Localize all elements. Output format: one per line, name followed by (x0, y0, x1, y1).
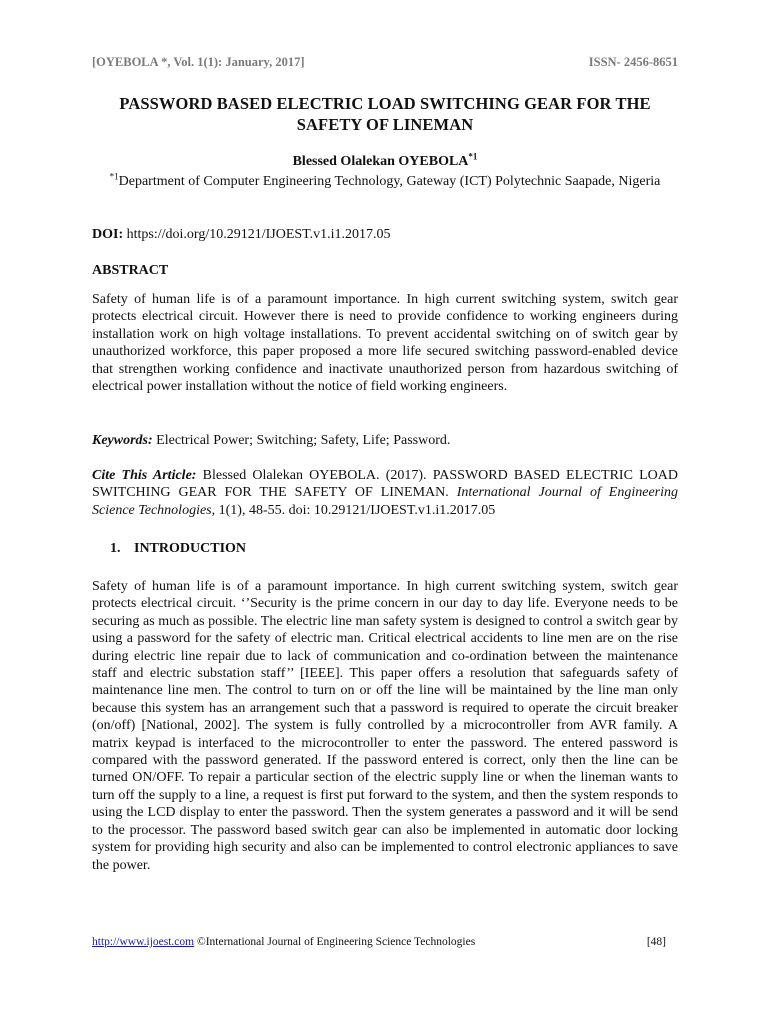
author-affiliation (92, 172, 678, 191)
cite-label: Cite This Article: (92, 468, 197, 483)
cite-journal: International Journal of Engineering Science Technologies (92, 485, 679, 518)
introduction-heading (110, 541, 246, 557)
journal-website-link[interactable]: http://www.ijoest.com (92, 936, 195, 948)
footer-credit (92, 936, 475, 948)
page-footer (92, 936, 666, 948)
doi-label: DOI: (92, 227, 124, 242)
cite-this-article (92, 467, 678, 519)
author-name: Blessed Olalekan OYEBOLA (292, 154, 469, 169)
doi-line (92, 227, 391, 243)
page-number: [48] (646, 936, 666, 948)
section-number: 1. (110, 541, 121, 556)
title-line-2: SAFETY OF LINEMAN (296, 115, 474, 134)
keywords-label: Keywords: (92, 433, 153, 448)
keywords (92, 432, 678, 449)
running-header (92, 55, 678, 70)
cite-text: Blessed Olalekan OYEBOLA. (2017). PASSWORD BASED ELECTRIC LOAD SWITCHING GEAR FOR THE SAFETY OF LINEMAN. (92, 468, 678, 501)
affiliation-text: Department of Computer Engineering Technology, Gateway (ICT) Polytechnic Saapade, Nigeria (118, 174, 661, 189)
header-citation: [OYEBOLA *, Vol. 1(1): January, 2017] (92, 55, 305, 69)
keywords-text: Electrical Power; Switching; Safety, Life; Password. (156, 433, 451, 448)
affiliation-superscript: *1 (109, 171, 119, 182)
section-title: INTRODUCTION (134, 541, 247, 556)
doi-link[interactable]: https://doi.org/10.29121/IJOEST.v1.i1.2017.05 (126, 227, 391, 242)
introduction-text: Safety of human life is of a paramount importance. In high current switching system, switch gear protects electrical circuit. ‘’Security is the prime concern in our day to day life. Everyone needs to be securing as much as possible. The electric line man safety system is designed to control a switch gear by using a password for the safety of electric man. Critical electrical accidents to line men are on the rise during electric line repair due to lack of communication and co-ordination between the maintenance staff and electric substation staff’’ [IEEE]. This paper offers a resolution that safeguards safety of maintenance line men. The control to turn on or off the line will be maintained by the line man only because this system has an arrangement such that a password is required to operate the circuit breaker (on/off) [National, 2002]. The system is fully controlled by a microcontroller from AVR family. A matrix keypad is interfaced to the microcontroller to enter the password. The entered password is compared with the password generated. If the password entered is correct, only then the line can be turned ON/OFF. To repair a particular section of the electric supply line or when the lineman wants to turn off the supply to a line, a request is first put forward to the system, and then the system responds to using the LCD display to enter the password. Then the system generates a password and it will be send to the processor. The password based switch gear can also be implemented in automatic door locking system for providing high security and also can be implemented to control electronic appliances to save the power. (92, 579, 678, 873)
author-line (92, 153, 678, 171)
abstract-text: Safety of human life is of a paramount importance. In high current switching system, switch gear protects electrical circuit. However there is need to provide confidence to working engineers during installation work on high voltage installations. To prevent accidental switching on of switch gear by unauthorized workforce, this paper proposed a more life secured switching password-enabled device that strengthen working confidence and inactivate unauthorized person from hazardous switching of electrical power installation without the notice of field working engineers. (92, 292, 678, 395)
title-line-1: PASSWORD BASED ELECTRIC LOAD SWITCHING GEAR FOR THE (119, 94, 651, 113)
cite-volume: , 1(1), 48-55. doi: 10.29121/IJOEST.v1.i1.2017.05 (211, 502, 496, 518)
paper-title (92, 93, 678, 135)
header-issn: ISSN- 2456-8651 (588, 55, 678, 69)
author-superscript: *1 (468, 151, 478, 162)
footer-journal: ©International Journal of Engineering Science Technologies (196, 936, 476, 948)
abstract-heading: ABSTRACT (92, 263, 169, 278)
